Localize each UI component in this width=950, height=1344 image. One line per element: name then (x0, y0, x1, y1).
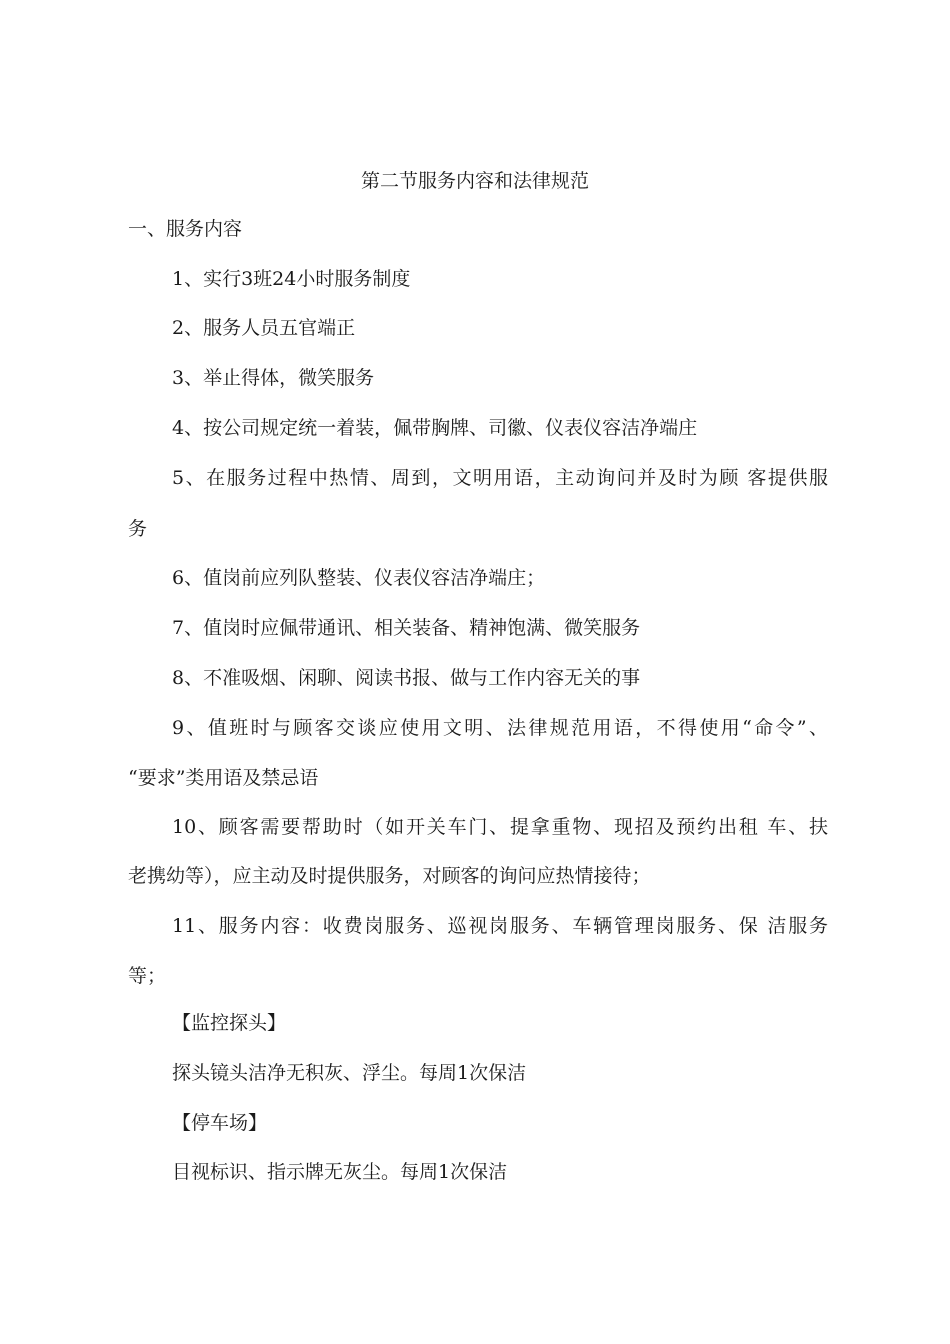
sub-text: 探头镜头洁净无积灰、浮尘。每周1次保洁 (172, 1062, 527, 1084)
section-heading: 一、服务内容 (128, 218, 243, 240)
list-item-continuation: 等； (128, 965, 167, 987)
sub-heading: 【监控探头】 (172, 1012, 287, 1034)
list-item-continuation: “要求”类用语及禁忌语 (128, 767, 319, 789)
list-item: 1、实行3班24小时服务制度 (172, 268, 411, 290)
list-item: 9、值班时与顾客交谈应使用文明、法律规范用语，不得使用“命令”、 (172, 717, 828, 739)
list-item: 6、值岗前应列队整装、仪表仪容洁净端庄； (172, 567, 546, 589)
list-item: 8、不准吸烟、闲聊、阅读书报、做与工作内容无关的事 (172, 667, 641, 689)
list-item: 4、按公司规定统一着装，佩带胸牌、司徽、仪表仪容洁净端庄 (172, 417, 698, 439)
list-item: 11、服务内容：收费岗服务、巡视岗服务、车辆管理岗服务、保 洁服务 (172, 915, 828, 937)
list-item-continuation: 老携幼等），应主动及时提供服务，对顾客的询问应热情接待； (128, 865, 651, 887)
list-item: 7、值岗时应佩带通讯、相关装备、精神饱满、微笑服务 (172, 617, 641, 639)
sub-text: 目视标识、指示牌无灰尘。每周1次保洁 (172, 1161, 508, 1183)
list-item: 2、服务人员五官端正 (172, 317, 356, 339)
list-item: 3、举止得体，微笑服务 (172, 367, 375, 389)
list-item: 5、在服务过程中热情、周到，文明用语，主动询问并及时为顾 客提供服 (172, 467, 828, 489)
sub-heading: 【停车场】 (172, 1112, 268, 1134)
document-title: 第二节服务内容和法律规范 (360, 170, 589, 192)
list-item-continuation: 务 (128, 518, 148, 540)
list-item: 10、顾客需要帮助时（如开关车门、提拿重物、现招及预约出租 车、扶 (172, 816, 828, 838)
